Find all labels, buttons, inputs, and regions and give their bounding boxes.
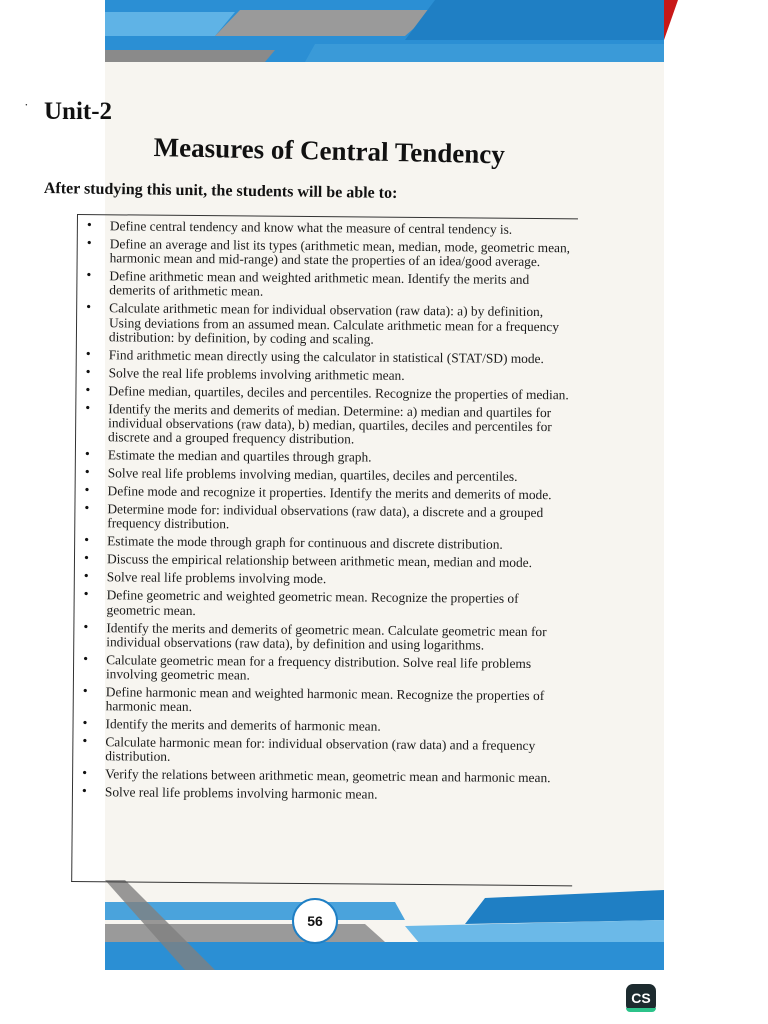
bullet-icon: •	[86, 300, 92, 316]
objective-item	[74, 621, 574, 654]
objective-item	[75, 534, 575, 553]
objective-item	[77, 366, 577, 385]
bullet-icon: •	[84, 465, 90, 481]
bullet-icon: •	[83, 569, 89, 585]
bullet-icon: •	[86, 268, 92, 284]
objective-text: Determine mode for: individual observations (raw data), a discrete and a grouped frequency distribution.	[107, 501, 544, 532]
objective-text: Find arithmetic mean directly using the calculator in statistical (STAT/SD) mode.	[108, 347, 544, 366]
objective-text: Define central tendency and know what the measure of central tendency is.	[109, 218, 513, 237]
objectives-list	[73, 215, 578, 804]
bullet-icon: •	[84, 501, 90, 517]
objective-text: Define mode and recognize it properties. Identify the merits and demerits of mode.	[107, 483, 552, 503]
objective-item	[76, 384, 576, 403]
objective-item	[76, 484, 576, 503]
objective-text: Calculate geometric mean for a frequency distribution. Solve real life problems involving geometric mean.	[105, 652, 532, 683]
bullet-icon: •	[84, 447, 90, 463]
objective-text: Solve real life problems involving harmonic mean.	[104, 784, 378, 803]
objective-item	[73, 735, 573, 768]
bullet-icon: •	[83, 587, 89, 603]
objective-item	[76, 466, 576, 485]
objective-text: Calculate arithmetic mean for individual observation (raw data): a) by definition, Using deviations from an assumed mean. Calculate arithmetic mean for a frequency distribution: by definition, by coding and scaling.	[108, 300, 560, 347]
objective-text: Define an average and list its types (arithmetic mean, median, mode, geometric mean, harmonic mean and mid-range) and state the properties of an idea/good average.	[109, 236, 571, 270]
objective-item	[78, 237, 578, 270]
objective-text: Calculate harmonic mean for: individual observation (raw data) and a frequency distribution.	[105, 734, 536, 765]
objective-item	[73, 785, 573, 804]
bullet-icon: •	[84, 483, 90, 499]
objective-text: Estimate the mode through graph for continuous and discrete distribution.	[107, 533, 503, 553]
objective-text: Define arithmetic mean and weighted arithmetic mean. Identify the merits and demerits of arithmetic mean.	[109, 268, 530, 300]
camscanner-icon: CS	[626, 984, 656, 1012]
red-edge-decor	[664, 0, 678, 40]
objective-item	[76, 402, 576, 449]
page-number: 56	[292, 898, 338, 944]
objective-item	[77, 301, 577, 348]
bottom-decor-bands	[105, 880, 664, 970]
bullet-icon: •	[85, 400, 91, 416]
objective-item	[77, 269, 577, 302]
objective-text: Estimate the median and quartiles through graph.	[107, 447, 372, 465]
objective-text: Identify the merits and demerits of harmonic mean.	[105, 716, 381, 734]
objective-text: Verify the relations between arithmetic mean, geometric mean and harmonic mean.	[105, 766, 551, 786]
bullet-icon: •	[81, 784, 87, 800]
bullet-icon: •	[83, 619, 89, 635]
bullet-icon: •	[85, 364, 91, 380]
objective-item	[75, 570, 575, 589]
objective-text: Solve real life problems involving mode.	[106, 569, 327, 587]
objective-text: Define geometric and weighted geometric mean. Recognize the properties of geometric mean.	[106, 587, 519, 618]
objective-text: Discuss the empirical relationship between arithmetic mean, median and mode.	[106, 551, 533, 571]
bullet-icon: •	[83, 551, 89, 567]
objective-item	[75, 502, 575, 535]
objective-text: Define median, quartiles, deciles and percentiles. Recognize the properties of median.	[108, 383, 569, 403]
bullet-icon: •	[85, 382, 91, 398]
objective-item	[73, 767, 573, 786]
bullet-icon: •	[82, 766, 88, 782]
objectives-box	[71, 214, 578, 886]
objective-item	[74, 685, 574, 718]
chapter-title: Measures of Central Tendency	[153, 132, 506, 170]
objective-text: Define harmonic mean and weighted harmonic mean. Recognize the properties of harmonic mean.	[105, 684, 545, 715]
objective-text: Solve the real life problems involving arithmetic mean.	[108, 365, 405, 383]
objective-item	[76, 448, 576, 467]
objective-item	[73, 717, 573, 736]
objective-item	[74, 653, 574, 686]
bullet-icon: •	[86, 218, 92, 234]
objective-text: Identify the merits and demerits of geometric mean. Calculate geometric mean for individual observations (raw data), by definition and using logarithms.	[106, 619, 547, 653]
objective-item	[75, 552, 575, 571]
objective-item	[77, 348, 577, 367]
intro-text: After studying this unit, the students will be able to:	[43, 180, 398, 202]
bullet-icon: •	[83, 651, 89, 667]
bullet-icon: •	[82, 716, 88, 732]
objective-text: Solve real life problems involving median, quartiles, deciles and percentiles.	[107, 465, 518, 485]
unit-label: Unit-2	[44, 98, 113, 125]
bullet-icon: •	[85, 346, 91, 362]
objective-item	[78, 219, 578, 238]
bullet-icon: •	[84, 533, 90, 549]
objective-item	[74, 588, 574, 621]
bullet-icon: •	[82, 684, 88, 700]
bullet-icon: •	[86, 236, 92, 252]
objective-text: Identify the merits and demerits of median. Determine: a) median and quartiles for individual observations (raw data), b) median, quartiles, deciles and percentiles for discrete and a grouped frequency distribution.	[107, 401, 552, 447]
bullet-icon: •	[82, 734, 88, 750]
stray-mark: ˙	[24, 102, 29, 117]
